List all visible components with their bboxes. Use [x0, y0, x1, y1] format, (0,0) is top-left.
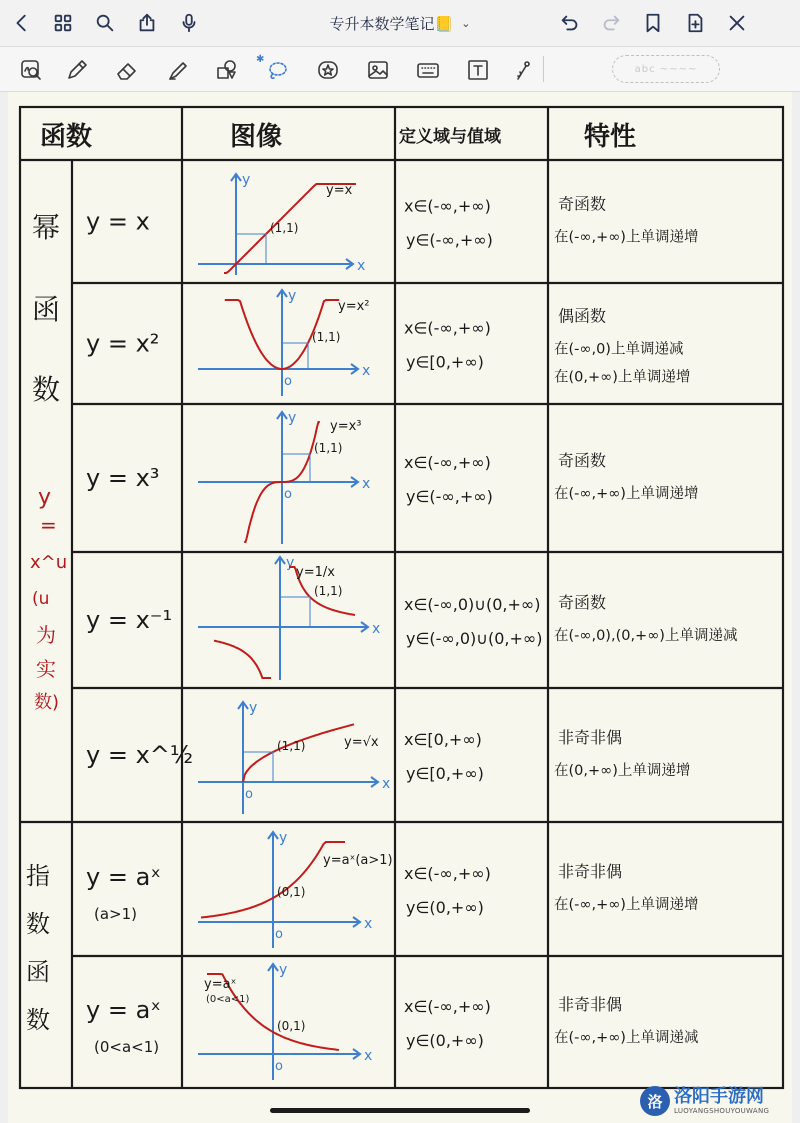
x-axis-label: x [362, 363, 371, 379]
grid-icon[interactable] [47, 7, 79, 39]
point-guide [243, 752, 273, 782]
header-graph: 图像 [230, 122, 283, 152]
range-text: y∈(-∞,+∞) [406, 230, 493, 250]
range-text: y∈(-∞,+∞) [406, 487, 493, 506]
function-curve [214, 641, 271, 678]
y-axis-label: y [279, 830, 288, 846]
watermark-name: 洛阳手游网 [674, 1085, 764, 1107]
table-grid [20, 107, 783, 1088]
range-text: y∈[0,+∞) [406, 764, 484, 783]
text-icon[interactable] [463, 55, 493, 85]
property-monotonic: 在(-∞,+∞)上单调递减 [554, 1030, 699, 1046]
property-monotonic: 在(-∞,+∞)上单调递增 [554, 486, 699, 502]
group-exp-char-1: 指 [26, 862, 50, 890]
domain-text: x∈[0,+∞) [404, 730, 482, 749]
watermark [640, 1083, 792, 1119]
domain-text: x∈(-∞,0)∪(0,+∞) [404, 595, 541, 614]
range-text: y∈(0,+∞) [406, 898, 484, 917]
image-icon[interactable] [363, 55, 393, 85]
header-function: 函数 [40, 122, 93, 152]
zoom-write-icon[interactable] [16, 55, 46, 85]
document-title[interactable] [300, 11, 500, 35]
domain-text: x∈(-∞,+∞) [404, 864, 491, 883]
curve-label: y=1/x [296, 565, 335, 580]
group-power-char-3: 数 [32, 373, 61, 406]
point-label: (0,1) [277, 885, 306, 899]
point-guide [282, 343, 308, 369]
origin-label: o [275, 927, 283, 942]
function-curve [243, 724, 354, 782]
property-monotonic: 在(-∞,0),(0,+∞)上单调递减 [554, 628, 738, 644]
property-parity: 奇函数 [558, 194, 607, 214]
power-note-eq: = [40, 513, 57, 537]
back-icon[interactable] [6, 7, 38, 39]
domain-text: x∈(-∞,+∞) [404, 318, 491, 338]
property-monotonic: 在(-∞,+∞)上单调递增 [554, 229, 699, 246]
eraser-icon[interactable] [112, 55, 142, 85]
search-icon[interactable] [89, 7, 121, 39]
watermark-domain: LUOYANGSHOUYOUWANG [674, 1106, 770, 1115]
point-label: (1,1) [314, 584, 343, 598]
domain-text: x∈(-∞,+∞) [404, 997, 491, 1016]
origin-label: o [284, 487, 292, 502]
range-text: y∈(-∞,0)∪(0,+∞) [406, 629, 543, 648]
property-parity: 非奇非偶 [558, 728, 623, 747]
sticker-icon[interactable] [313, 55, 343, 85]
function-formula: y = aˣ [86, 996, 161, 1024]
domain-text: x∈(-∞,+∞) [404, 453, 491, 472]
chevron-down-icon[interactable]: ⌄ [461, 16, 471, 30]
property-parity: 非奇非偶 [558, 995, 623, 1014]
highlighter-icon[interactable] [162, 55, 192, 85]
point-label: (1,1) [277, 739, 306, 753]
x-axis-label: x [372, 621, 381, 637]
laser-icon[interactable] [507, 55, 537, 85]
top-nav-bar [0, 0, 800, 46]
function-formula: y = x² [86, 329, 160, 358]
y-axis-label: y [242, 172, 251, 188]
bluetooth-icon: ✱ [256, 54, 265, 65]
curve-label: y=x² [338, 299, 370, 314]
home-indicator[interactable] [270, 1108, 530, 1113]
range-text: y∈[0,+∞) [406, 352, 484, 372]
undo-icon[interactable] [554, 7, 586, 39]
add-page-icon[interactable] [679, 7, 711, 39]
range-text: y∈(0,+∞) [406, 1031, 484, 1050]
x-axis-label: x [362, 476, 371, 492]
curve-label: y=aˣ(a>1) [323, 853, 393, 868]
curve-label: y=aˣ [204, 977, 237, 992]
property-parity: 奇函数 [558, 593, 607, 612]
curve-label: y=√x [344, 735, 379, 750]
header-properties: 特性 [584, 122, 637, 152]
group-exp-char-4: 数 [26, 1006, 50, 1034]
close-icon[interactable] [721, 7, 753, 39]
y-axis-label: y [288, 288, 297, 304]
property-monotonic-2: 在(0,+∞)上单调递增 [554, 369, 691, 386]
shapes-icon[interactable] [212, 55, 242, 85]
point-label: (1,1) [270, 221, 299, 235]
x-axis-label: x [382, 776, 391, 792]
y-axis-label: y [286, 555, 295, 571]
group-exp-char-3: 函 [26, 958, 50, 986]
function-formula: y = aˣ [86, 863, 161, 891]
power-note-xu: x^u [30, 552, 68, 573]
power-note-wei: 为 [36, 623, 56, 647]
point-label: (1,1) [314, 441, 343, 455]
domain-text: x∈(-∞,+∞) [404, 196, 491, 216]
function-condition: (a>1) [94, 905, 138, 923]
property-monotonic: 在(-∞,+∞)上单调递增 [554, 897, 699, 913]
origin-label: o [284, 374, 292, 389]
group-exp-char-2: 数 [26, 910, 50, 938]
power-note-u: (u [32, 589, 50, 609]
redo-icon[interactable] [595, 7, 627, 39]
note-page[interactable] [8, 92, 792, 1123]
power-note-shi: 实 [36, 657, 56, 681]
share-icon[interactable] [131, 7, 163, 39]
watermark-logo: 洛 [640, 1086, 670, 1116]
function-formula: y = x⁻¹ [86, 606, 173, 634]
y-axis-label: y [288, 410, 297, 426]
y-axis-label: y [249, 700, 258, 716]
function-formula: y = x³ [86, 464, 160, 492]
function-formula: y = x^½ [86, 741, 194, 769]
property-monotonic: 在(0,+∞)上单调递增 [554, 763, 691, 779]
curve-label-condition: (0<a<1) [206, 994, 250, 1005]
function-formula: y = x [86, 207, 150, 236]
point-label: (1,1) [312, 330, 341, 344]
property-parity: 偶函数 [558, 306, 607, 326]
pen-preview-text: abc ~~~~ [634, 63, 698, 75]
curve-label: y=x [326, 183, 353, 198]
y-axis-label: y [279, 962, 288, 978]
microphone-icon[interactable] [173, 7, 205, 39]
group-power-char-1: 幂 [32, 211, 61, 244]
property-parity: 非奇非偶 [558, 862, 623, 881]
table-canvas [8, 92, 792, 1123]
point-guide [280, 597, 310, 627]
bookmark-icon[interactable] [637, 7, 669, 39]
pen-icon[interactable] [62, 55, 92, 85]
curve-label: y=x³ [330, 419, 362, 434]
pen-preview[interactable] [612, 55, 720, 83]
group-power-char-2: 函 [32, 293, 61, 326]
x-axis-label: x [364, 916, 373, 932]
point-label: (0,1) [277, 1019, 306, 1033]
keyboard-icon[interactable] [413, 55, 443, 85]
power-note-y: y [38, 485, 52, 510]
lasso-icon[interactable] [262, 55, 292, 85]
property-parity: 奇函数 [558, 451, 607, 470]
header-domain-range: 定义域与值域 [399, 127, 501, 147]
x-axis-label: x [364, 1048, 373, 1064]
power-note-shu: 数) [34, 692, 60, 713]
origin-label: o [275, 1059, 283, 1074]
origin-label: o [245, 787, 253, 802]
x-axis-label: x [357, 258, 366, 274]
toolbar-divider [543, 56, 544, 82]
rows-layer [86, 172, 737, 1080]
property-monotonic: 在(-∞,0)上单调递减 [554, 341, 684, 358]
document-title-text: 专升本数学笔记📒 [329, 14, 454, 33]
function-condition: (0<a<1) [94, 1038, 160, 1056]
